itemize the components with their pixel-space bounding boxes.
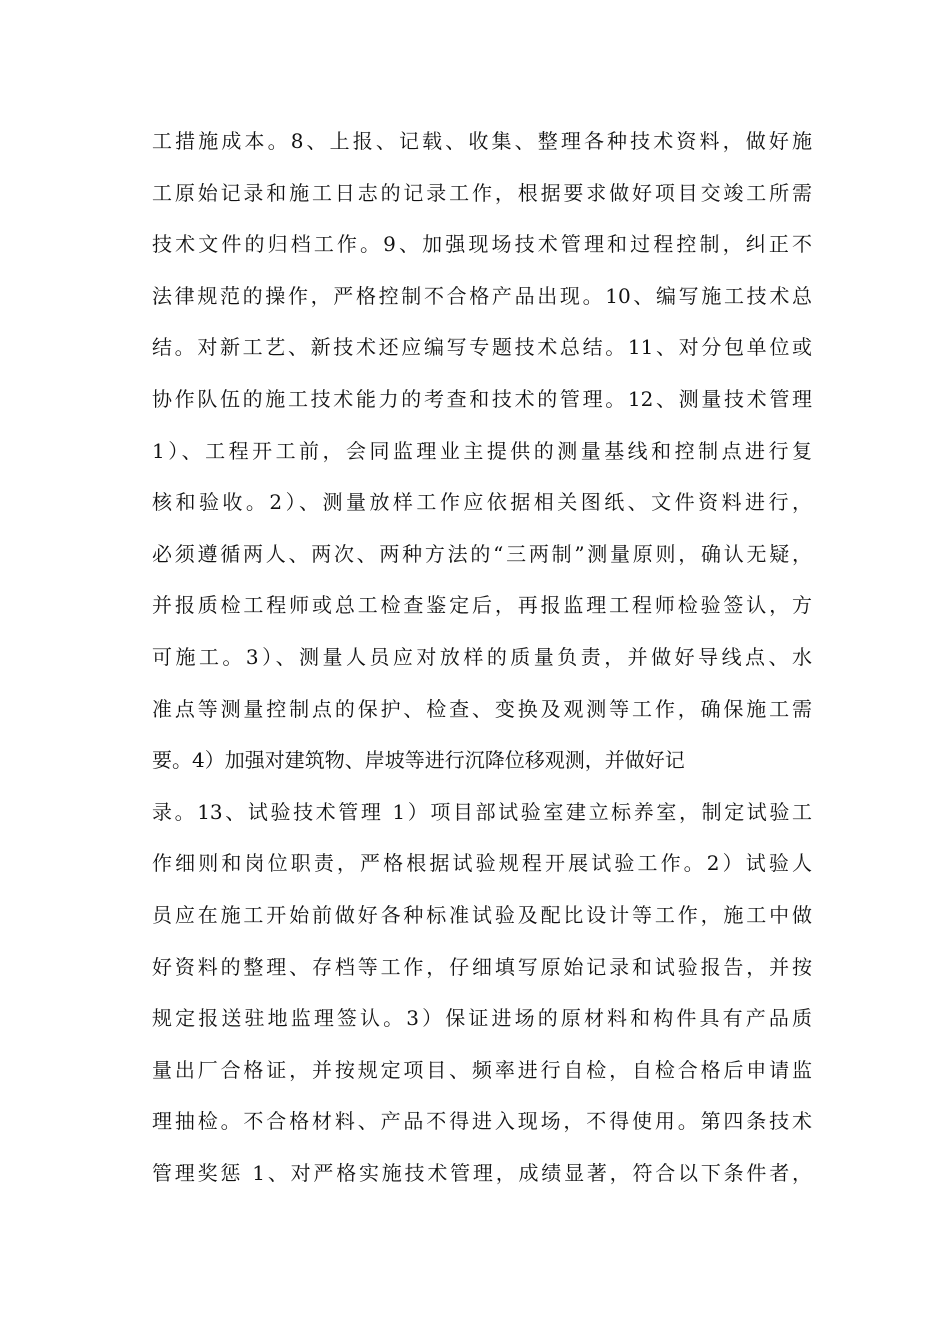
text-line: 好资料的整理、存档等工作，仔细填写原始记录和试验报告，并按 [152, 954, 812, 979]
text-line: 法律规范的操作，严格控制不合格产品出现。10、编写施工技术总 [152, 283, 812, 308]
text-line: 核和验收。2）、测量放样工作应依据相关图纸、文件资料进行， [152, 490, 812, 515]
text-line: 作细则和岗位职责，严格根据试验规程开展试验工作。2）试验人 [152, 851, 812, 876]
text-line: 技术文件的归档工作。9、加强现场技术管理和过程控制，纠正不 [152, 232, 812, 257]
text-line: 要。4）加强对建筑物、岸坡等进行沉降位移观测，并做好记 [152, 748, 685, 773]
text-line: 结。对新工艺、新技术还应编写专题技术总结。11、对分包单位或 [152, 335, 812, 360]
text-line: 可施工。3）、测量人员应对放样的质量负责，并做好导线点、水 [152, 644, 812, 669]
text-line: 准点等测量控制点的保护、检查、变换及观测等工作，确保施工需 [152, 696, 812, 721]
text-line: 工措施成本。8、上报、记载、收集、整理各种技术资料，做好施 [152, 129, 812, 153]
body-text [152, 116, 812, 1199]
text-line: 量出厂合格证，并按规定项目、频率进行自检，自检合格后申请监 [152, 1057, 812, 1082]
text-line: 协作队伍的施工技术能力的考查和技术的管理。12、测量技术管理 [152, 386, 812, 411]
text-line: 录。13、试验技术管理 1）项目部试验室建立标养室，制定试验工 [152, 799, 812, 824]
text-line: 管理奖惩 1、对严格实施技术管理，成绩显著，符合以下条件者， [152, 1160, 812, 1185]
text-line: 并报质检工程师或总工检查鉴定后，再报监理工程师检验签认，方 [152, 593, 812, 618]
text-line: 必须遵循两人、两次、两种方法的“三两制”测量原则，确认无疑， [152, 541, 812, 566]
text-line: 规定报送驻地监理签认。3）保证进场的原材料和构件具有产品质 [152, 1006, 812, 1031]
text-line: 工原始记录和施工日志的记录工作，根据要求做好项目交竣工所需 [152, 180, 812, 205]
text-line: 员应在施工开始前做好各种标准试验及配比设计等工作，施工中做 [152, 902, 812, 927]
text-line: 1）、工程开工前，会同监理业主提供的测量基线和控制点进行复 [152, 438, 812, 463]
text-line: 理抽检。不合格材料、产品不得进入现场，不得使用。第四条技术 [152, 1109, 812, 1134]
